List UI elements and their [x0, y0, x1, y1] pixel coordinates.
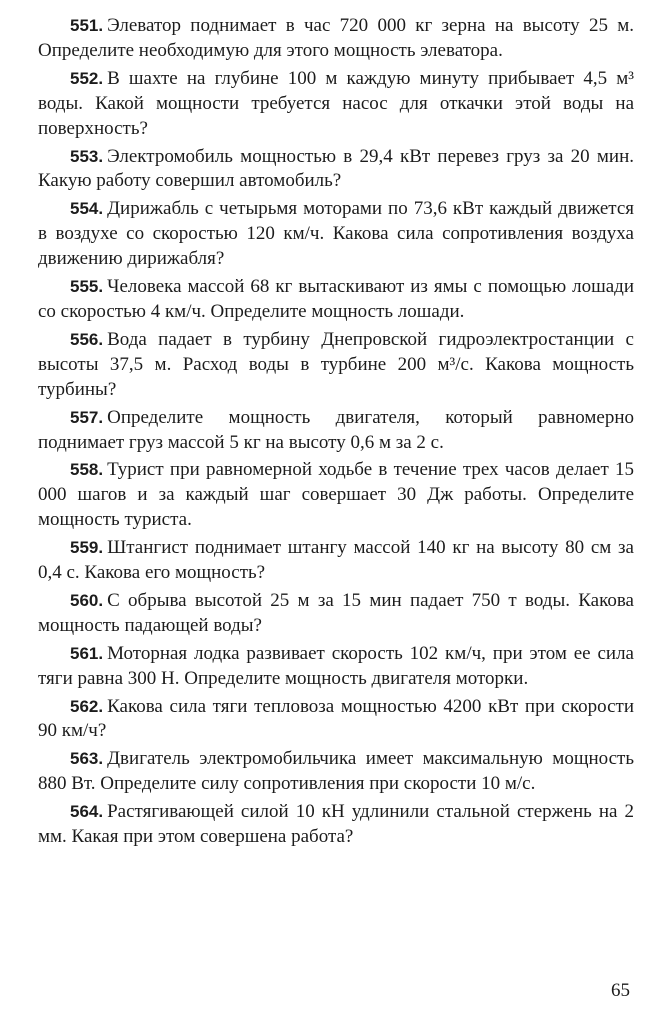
problem-text: Дирижабль с четырьмя моторами по 73,6 кВт каждый движется в воздухе со скоростью 120 км/ч. Какова сила сопротивления воздуха движению дирижабля? — [38, 198, 634, 270]
problem-text: Электромобиль мощностью в 29,4 кВт перевез груз за 20 мин. Какую работу совершил автомобиль? — [38, 145, 634, 192]
problem-number: 551. — [70, 16, 104, 35]
problem-553 — [38, 145, 634, 195]
problem-number: 560. — [70, 590, 104, 610]
problem-563 — [38, 747, 634, 797]
problem-text: Штангист поднимает штангу массой 140 кг на высоту 80 см за 0,4 с. Какова его мощность? — [38, 537, 634, 584]
problem-551 — [38, 14, 634, 64]
problem-text: Человека массой 68 кг вытаскивают из ямы с помощью лошади со скоростью 4 км/ч. Определите мощность лошади. — [38, 276, 634, 322]
problem-562 — [38, 695, 634, 745]
problem-text: Растягивающей силой 10 кН удлинили стальной стержень на 2 мм. Какая при этом совершена работа? — [38, 801, 634, 848]
problem-558 — [38, 458, 634, 533]
problem-text: Какова сила тяги тепловоза мощностью 4200 кВт при скорости 90 км/ч? — [38, 695, 634, 742]
problem-number: 563. — [70, 749, 104, 769]
problem-number: 564. — [70, 802, 104, 822]
problem-text: Вода падает в турбину Днепровской гидроэлектростанции с высоты 37,5 м. Расход воды в турбине 200 м³/с. Какова мощность турбины? — [38, 328, 634, 400]
problem-text: Турист при равномерной ходьбе в течение трех часов делает 15 000 шагов и за каждый шаг совершает 30 Дж работы. Определите мощность туриста. — [38, 459, 634, 531]
problem-560 — [38, 589, 634, 639]
problem-552 — [38, 67, 634, 142]
problem-number: 562. — [70, 696, 104, 716]
problem-number: 554. — [70, 199, 104, 219]
problem-559 — [38, 536, 634, 586]
problem-number: 557. — [70, 407, 104, 427]
problem-text: В шахте на глубине 100 м каждую минуту прибывает 4,5 м³ воды. Какой мощности требуется насос для откачки этой воды на поверхность? — [38, 67, 634, 139]
problem-564 — [38, 800, 634, 850]
problem-555 — [38, 275, 634, 325]
problem-text: Моторная лодка развивает скорость 102 км/ч, при этом ее сила тяги равна 300 Н. Определите мощность двигателя моторки. — [38, 642, 634, 689]
problem-number: 559. — [70, 538, 104, 558]
problem-text: Элеватор поднимает в час 720 000 кг зерна на высоту 25 м. Определите необходимую для этого мощность элеватора. — [38, 15, 634, 61]
problem-number: 556. — [70, 329, 104, 349]
problem-number: 561. — [70, 643, 104, 663]
problem-text: Двигатель электромобильчика имеет максимальную мощность 880 Вт. Определите силу сопротивления при скорости 10 м/с. — [38, 748, 634, 795]
problem-556 — [38, 328, 634, 403]
problem-561 — [38, 642, 634, 692]
page-number: 65 — [611, 980, 630, 1001]
problem-number: 555. — [70, 277, 104, 297]
problem-text: Определите мощность двигателя, который равномерно поднимает груз массой 5 кг на высоту 0,6 м за 2 с. — [38, 406, 634, 453]
problem-number: 553. — [70, 146, 104, 166]
problem-557 — [38, 406, 634, 456]
problem-number: 552. — [70, 68, 104, 88]
page-body — [38, 14, 634, 853]
problem-number: 558. — [70, 460, 104, 480]
problem-554 — [38, 197, 634, 272]
problem-text: С обрыва высотой 25 м за 15 мин падает 750 т воды. Какова мощность падающей воды? — [38, 589, 634, 636]
